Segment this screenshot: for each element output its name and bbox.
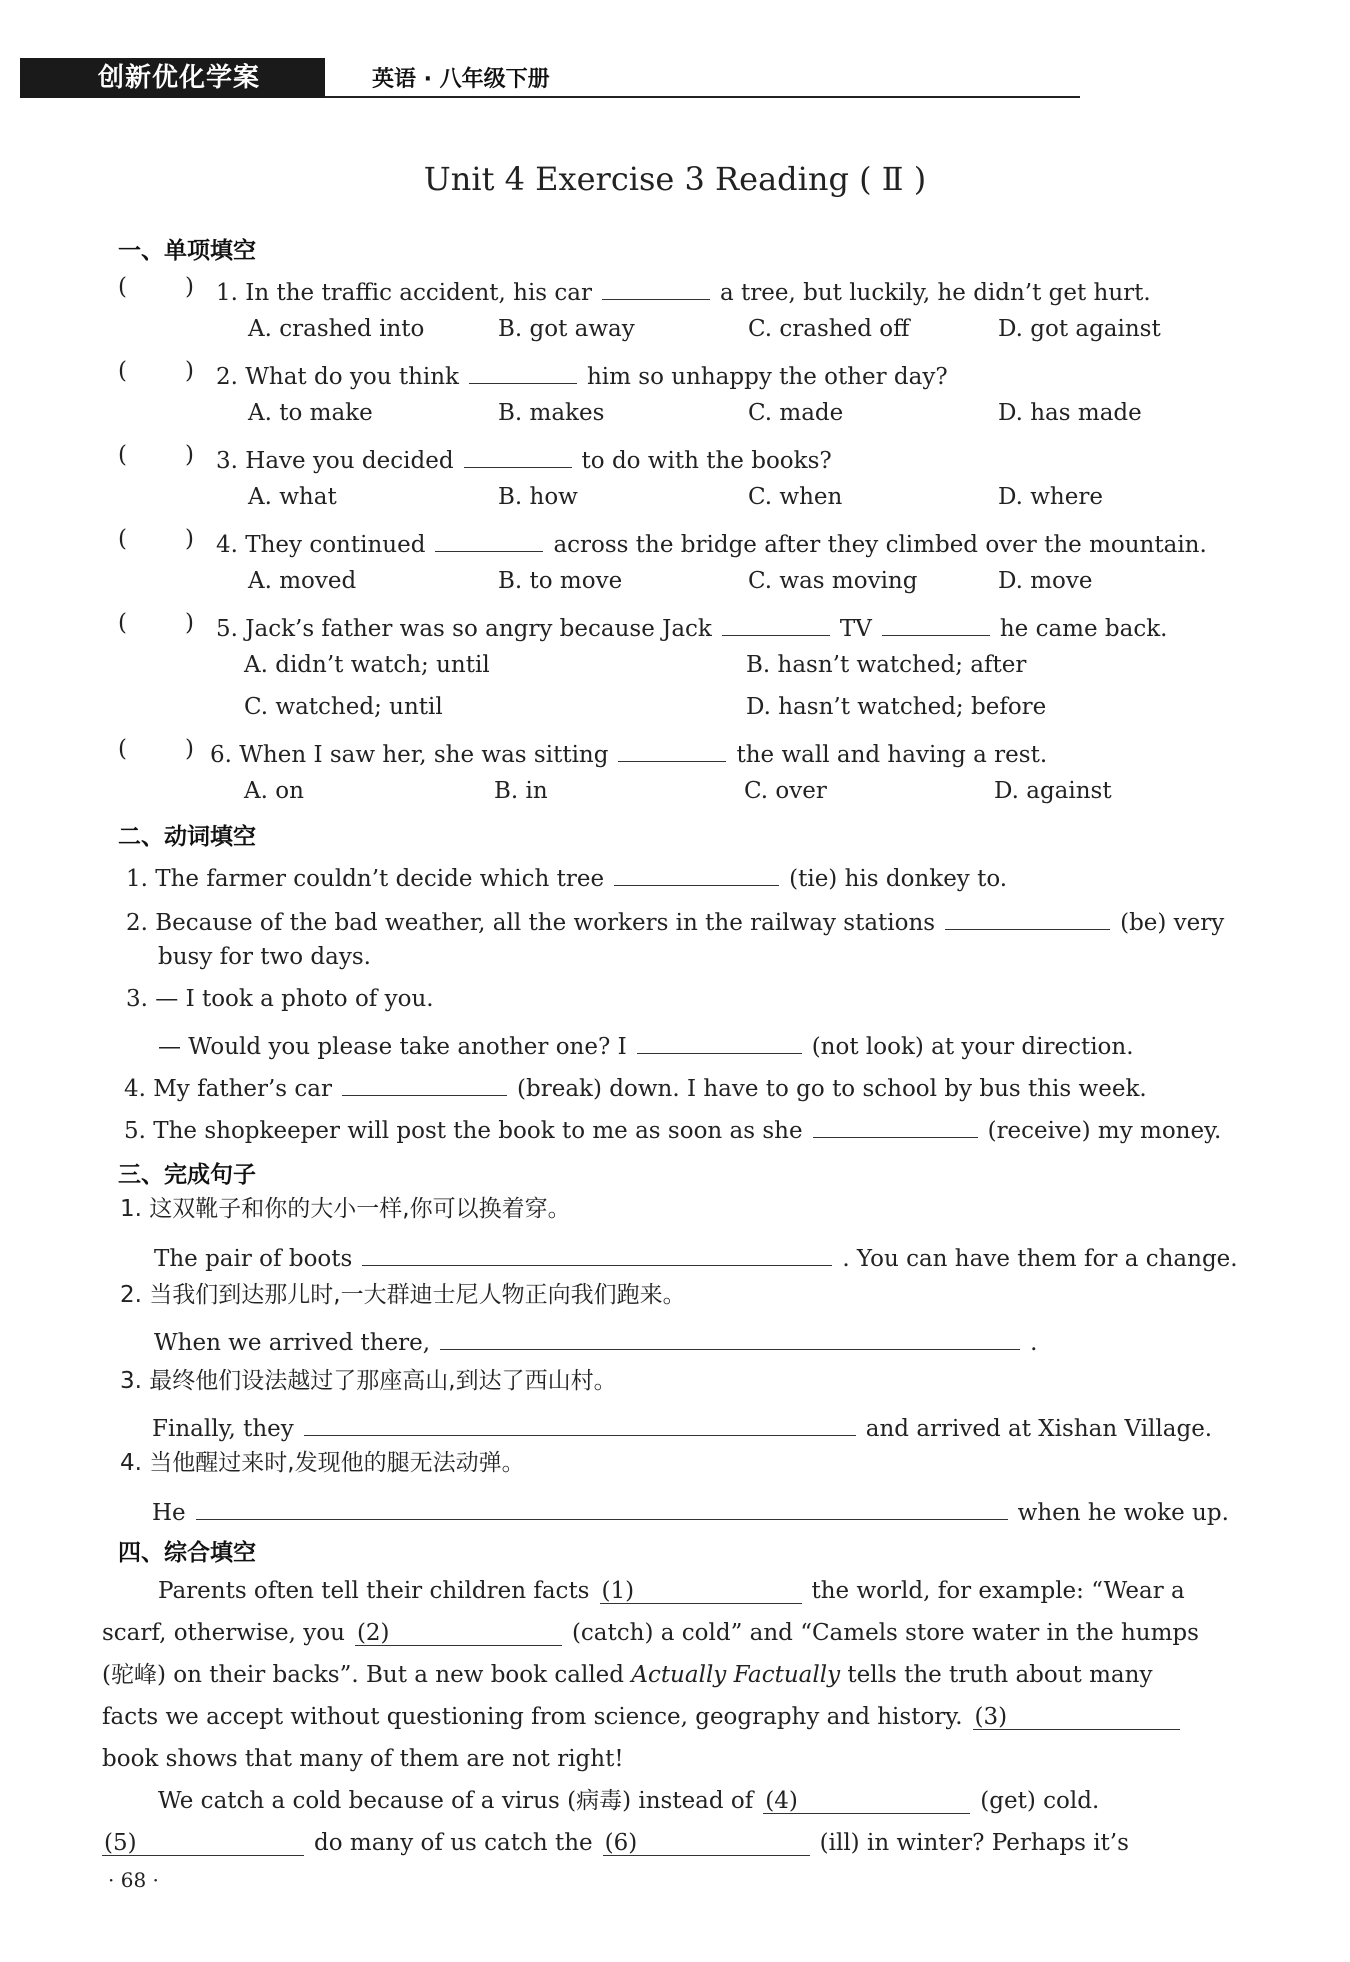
option-c: C. over xyxy=(744,778,827,804)
option-a: A. what xyxy=(248,484,337,510)
option-c: C. when xyxy=(748,484,843,510)
mc-question-5: 5. Jack’s father was so angry because Jack TV he came back. xyxy=(216,612,1167,641)
mc-question-3: 3. Have you decided to do with the books? xyxy=(216,444,832,473)
verb-question-1: 1. The farmer couldn’t decide which tree (tie) his donkey to. xyxy=(126,862,1007,891)
answer-blank[interactable] xyxy=(435,528,543,552)
section-heading-3: 三、完成句子 xyxy=(118,1162,256,1188)
answer-bracket[interactable]: ( ) xyxy=(118,610,194,636)
option-c: C. watched; until xyxy=(244,694,443,720)
cloze-blank-3[interactable]: (3) xyxy=(973,1706,1180,1730)
answer-bracket[interactable]: ( ) xyxy=(118,736,194,762)
answer-blank[interactable] xyxy=(196,1496,1008,1520)
answer-bracket[interactable]: ( ) xyxy=(118,358,194,384)
cloze-blank-4[interactable]: (4) xyxy=(763,1790,970,1814)
translation-prompt-2: 2. 当我们到达那儿时,一大群迪士尼人物正向我们跑来。 xyxy=(120,1282,686,1308)
cloze-blank-2[interactable]: (2) xyxy=(355,1622,562,1646)
series-badge: 创新优化学案 xyxy=(20,58,325,98)
translation-line-1: The pair of boots . You can have them for a change. xyxy=(154,1242,1238,1271)
cloze-line-2: scarf, otherwise, you (2) (catch) a cold” and “Camels store water in the humps xyxy=(102,1620,1199,1646)
option-a: A. moved xyxy=(248,568,357,594)
answer-blank[interactable] xyxy=(464,444,572,468)
subject-label: 英语 · 八年级下册 xyxy=(372,67,550,92)
answer-blank[interactable] xyxy=(722,612,830,636)
option-a: A. on xyxy=(244,778,304,804)
option-d: D. got against xyxy=(998,316,1161,342)
option-d: D. move xyxy=(998,568,1093,594)
section-heading-1: 一、单项填空 xyxy=(118,238,256,264)
option-a: A. didn’t watch; until xyxy=(244,652,490,678)
option-c: C. was moving xyxy=(748,568,918,594)
book-title: Actually Factually xyxy=(631,1662,841,1688)
translation-line-4: He when he woke up. xyxy=(152,1496,1229,1525)
mc-question-6: 6. When I saw her, she was sitting the wall and having a rest. xyxy=(210,738,1047,767)
option-a: A. crashed into xyxy=(248,316,425,342)
option-b: B. got away xyxy=(498,316,635,342)
option-c: C. made xyxy=(748,400,844,426)
verb-question-2: 2. Because of the bad weather, all the workers in the railway stations (be) very xyxy=(126,906,1224,935)
cloze-blank-1[interactable]: (1) xyxy=(600,1580,802,1604)
page-title: Unit 4 Exercise 3 Reading ( Ⅱ ) xyxy=(423,160,927,198)
option-d: D. hasn’t watched; before xyxy=(746,694,1047,720)
translation-prompt-3: 3. 最终他们设法越过了那座高山,到达了西山村。 xyxy=(120,1368,617,1394)
section-heading-2: 二、动词填空 xyxy=(118,824,256,850)
answer-bracket[interactable]: ( ) xyxy=(118,442,194,468)
verb-question-3: 3. — I took a photo of you. xyxy=(126,986,434,1012)
page-number: · 68 · xyxy=(108,1868,159,1892)
page-header xyxy=(20,58,1080,98)
mc-question-1: 1. In the traffic accident, his car a tree, but luckily, he didn’t get hurt. xyxy=(216,276,1151,305)
translation-prompt-4: 4. 当他醒过来时,发现他的腿无法动弹。 xyxy=(120,1450,525,1476)
verb-question-5: 5. The shopkeeper will post the book to me as soon as she (receive) my money. xyxy=(124,1114,1221,1143)
cloze-line-4: facts we accept without questioning from science, geography and history. (3) xyxy=(102,1706,1190,1730)
answer-bracket[interactable]: ( ) xyxy=(118,526,194,552)
answer-blank[interactable] xyxy=(602,276,710,300)
option-b: B. in xyxy=(494,778,548,804)
header-rule xyxy=(325,96,1080,98)
option-c: C. crashed off xyxy=(748,316,910,342)
cloze-line-6: We catch a cold because of a virus (病毒) instead of (4) (get) cold. xyxy=(158,1788,1100,1814)
option-b: B. makes xyxy=(498,400,605,426)
cloze-line-7: (5) do many of us catch the (6) (ill) in winter? Perhaps it’s xyxy=(104,1830,1129,1856)
option-d: D. against xyxy=(994,778,1112,804)
cloze-line-1: Parents often tell their children facts (1) the world, for example: “Wear a xyxy=(158,1578,1185,1604)
answer-blank[interactable] xyxy=(637,1030,802,1054)
translation-prompt-1: 1. 这双靴子和你的大小一样,你可以换着穿。 xyxy=(120,1196,571,1222)
answer-blank[interactable] xyxy=(945,906,1110,930)
answer-blank[interactable] xyxy=(882,612,990,636)
answer-blank[interactable] xyxy=(362,1242,832,1266)
section-heading-4: 四、综合填空 xyxy=(118,1540,256,1566)
answer-blank[interactable] xyxy=(813,1114,978,1138)
verb-question-4: 4. My father’s car (break) down. I have to go to school by bus this week. xyxy=(124,1072,1147,1101)
option-d: D. has made xyxy=(998,400,1142,426)
verb-question-2-cont: busy for two days. xyxy=(158,944,371,970)
cloze-blank-6[interactable]: (6) xyxy=(603,1832,810,1856)
translation-line-3: Finally, they and arrived at Xishan Village. xyxy=(152,1412,1212,1441)
option-a: A. to make xyxy=(248,400,373,426)
answer-blank[interactable] xyxy=(304,1412,856,1436)
answer-bracket[interactable]: ( ) xyxy=(118,274,194,300)
mc-question-4: 4. They continued across the bridge after they climbed over the mountain. xyxy=(216,528,1207,557)
option-d: D. where xyxy=(998,484,1103,510)
cloze-line-3: (驼峰) on their backs”. But a new book called Actually Factually tells the truth about many xyxy=(102,1662,1153,1688)
verb-question-3-reply: — Would you please take another one? I (not look) at your direction. xyxy=(158,1030,1134,1059)
translation-line-2: When we arrived there, . xyxy=(154,1326,1037,1355)
option-b: B. to move xyxy=(498,568,623,594)
cloze-line-5: book shows that many of them are not right! xyxy=(102,1746,624,1772)
option-b: B. how xyxy=(498,484,578,510)
answer-blank[interactable] xyxy=(440,1326,1020,1350)
cloze-blank-5[interactable]: (5) xyxy=(102,1832,304,1856)
answer-blank[interactable] xyxy=(342,1072,507,1096)
answer-blank[interactable] xyxy=(614,862,779,886)
option-b: B. hasn’t watched; after xyxy=(746,652,1027,678)
mc-question-2: 2. What do you think him so unhappy the other day? xyxy=(216,360,948,389)
answer-blank[interactable] xyxy=(469,360,577,384)
answer-blank[interactable] xyxy=(618,738,726,762)
